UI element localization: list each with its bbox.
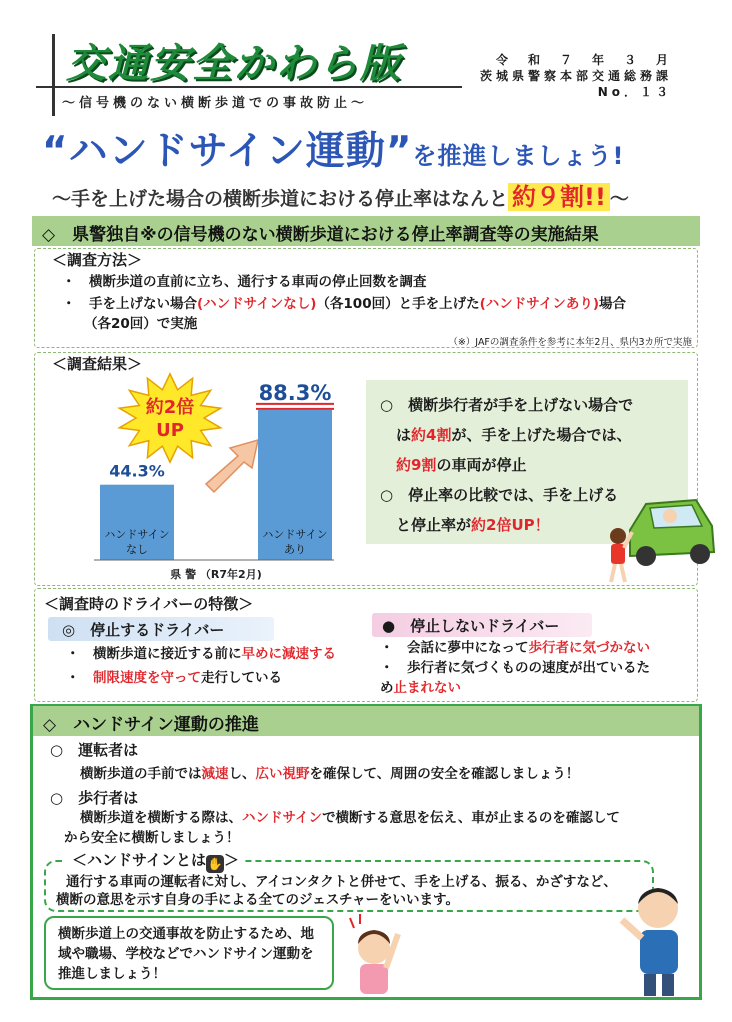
headline <box>42 120 625 176</box>
newsletter-subtitle: ～信号機のない横断歩道での事故防止～ <box>62 96 369 111</box>
definition-title <box>66 850 245 873</box>
x-axis-label: 県 警 （R7年2月) <box>170 568 262 581</box>
driver-text <box>80 764 579 784</box>
p2a: 横断歩道を横断する際は、 <box>80 810 242 826</box>
subheadline <box>52 177 629 212</box>
method-title: ＜調査方法＞ <box>52 251 143 269</box>
d2d: 広い視野 <box>255 766 310 782</box>
d2c: し、 <box>228 766 256 782</box>
issuer-name: 茨城県警察本部交通総務課 <box>479 69 672 83</box>
s2c: 走行している <box>201 670 282 686</box>
p2c: で横断する意思を伝え、車が止まるのを確認して <box>322 810 620 826</box>
n1a: ・ 会話に夢中になって <box>380 640 529 656</box>
n2c: 止まれない <box>393 680 461 696</box>
bar-category-label-1-1: ハンドサイン <box>104 528 170 541</box>
up-arrow <box>206 440 258 492</box>
stop-rate-chart <box>88 360 358 586</box>
def-title-close: ＞ <box>223 851 239 869</box>
method-item-2 <box>62 294 626 314</box>
section1-bar: ◇ 県警独自※の信号機のない横断歩道における停止率調査等の実施結果 <box>32 216 700 246</box>
footnote: （※）JAFの調査条件を参考に本年2月、県内3カ所で実施 <box>448 337 692 348</box>
r1b: は <box>396 426 412 444</box>
child-pedestrian-illustration <box>598 526 638 586</box>
nostop-driver-label: ● 停止しないドライバー <box>372 613 592 637</box>
driver-title: ＜調査時のドライバーの特徴＞ <box>44 595 254 613</box>
girl-raising-hand-illustration <box>340 910 410 1006</box>
d2b: 減速 <box>201 766 229 782</box>
result-line-2 <box>380 420 674 450</box>
headline-main: “ハンドサイン運動” <box>42 129 413 174</box>
stop-item-2 <box>66 668 282 688</box>
method-2-d: (ハンドサインあり) <box>479 296 599 312</box>
bar-value-label-1: 44.3% <box>109 461 165 481</box>
result-line-1: ○ 横断歩行者が手を上げない場合で <box>380 396 634 414</box>
r2c: 約2倍UP！ <box>471 516 550 534</box>
burst-text-1: 約2倍 <box>145 397 195 418</box>
result-line-3 <box>380 450 674 480</box>
boy-raising-hand-illustration <box>610 880 710 998</box>
s2a: ・ <box>66 670 93 686</box>
s2b: 制限速度を守って <box>93 670 201 686</box>
s1a: ・ 横断歩道に接近する前に <box>66 646 242 662</box>
stop-item-1 <box>66 644 336 664</box>
masthead-vertical-rule <box>52 34 55 116</box>
r1c: 約4割 <box>411 426 452 444</box>
s1b: 早めに減速する <box>241 646 336 662</box>
subheadline-emphasis: 約９割!! <box>508 183 610 211</box>
method-2-c: （各100回）と手を上げた <box>316 296 480 312</box>
d2a: 横断歩道の手前では <box>80 766 202 782</box>
headline-suffix: を推進しましょう! <box>412 142 625 170</box>
nostop-item-2-cont <box>380 678 461 698</box>
pedestrian-heading: ○ 歩行者は <box>50 789 139 807</box>
definition-line-2: 横断の意思を示す自身の手による全てのジェスチャーをいいます。 <box>56 892 459 908</box>
method-item-1: ・ 横断歩道の直前に立ち、通行する車両の停止回数を調査 <box>62 274 427 290</box>
method-2-e: 場合 <box>599 296 626 312</box>
r1e: 約9割 <box>396 456 437 474</box>
issue-date: 令 和 ７ 年 ３ 月 <box>495 53 672 67</box>
bar-category-label-1-2: なし <box>126 543 148 556</box>
subheadline-pre: ～手を上げた場合の横断歩道における停止率はなんと <box>52 188 509 210</box>
subheadline-post: ～ <box>609 188 629 210</box>
burst-text-2: UP <box>156 420 184 441</box>
r1f: の車両が停止 <box>436 456 527 474</box>
method-2-a: ・ 手を上げない場合 <box>62 296 197 312</box>
bar-category-label-2-2: あり <box>284 543 306 556</box>
bar-value-label-2: 88.3% <box>258 380 332 405</box>
nostop-item-1 <box>380 638 650 658</box>
driver-heading: ○ 運転者は <box>50 741 139 759</box>
d2e: を確保して、周囲の安全を確認しましょう！ <box>309 766 580 782</box>
stop-driver-label: ◎ 停止するドライバー <box>48 617 274 641</box>
nostop-item-2: ・ 歩行者に気づくものの速度が出ているた <box>380 660 650 676</box>
bar-category-label-2-1: ハンドサイン <box>262 528 328 541</box>
call-to-action-box: 横断歩道上の交通事故を防止するため、地域や職場、学校などでハンドサイン運動を推進しましょう！ <box>44 916 334 990</box>
raised-hand-icon: ✋ <box>207 857 223 871</box>
result-title: ＜調査結果＞ <box>52 355 143 373</box>
n2b: め <box>380 680 394 696</box>
section2-bar: ◇ ハンドサイン運動の推進 <box>33 706 699 736</box>
r1d: が、手を上げた場合では、 <box>451 426 632 444</box>
method-2-b: (ハンドサインなし) <box>197 296 317 312</box>
pedestrian-text-cont: から安全に横断しましょう！ <box>64 830 240 846</box>
method-item-2-cont: （各20回）で実施 <box>84 316 198 332</box>
newsletter-title: 交通安全かわら版 <box>66 40 402 87</box>
r2b: と停止率が <box>396 516 472 534</box>
burst-shape <box>119 374 220 462</box>
p2b: ハンドサイン <box>242 810 323 826</box>
n1b: 歩行者に気づかない <box>528 640 650 656</box>
issue-number: No．１３ <box>597 85 672 99</box>
issuer-block <box>480 52 672 100</box>
pedestrian-text <box>80 808 620 828</box>
def-title-text: ＜ハンドサインとは <box>72 851 206 869</box>
definition-line-1: 通行する車両の運転者に対し、アイコンタクトと併せて、手を上げる、振る、かざすなど、 <box>66 874 617 890</box>
result-line-4: ○ 停止率の比較では、手を上げる <box>380 486 619 504</box>
